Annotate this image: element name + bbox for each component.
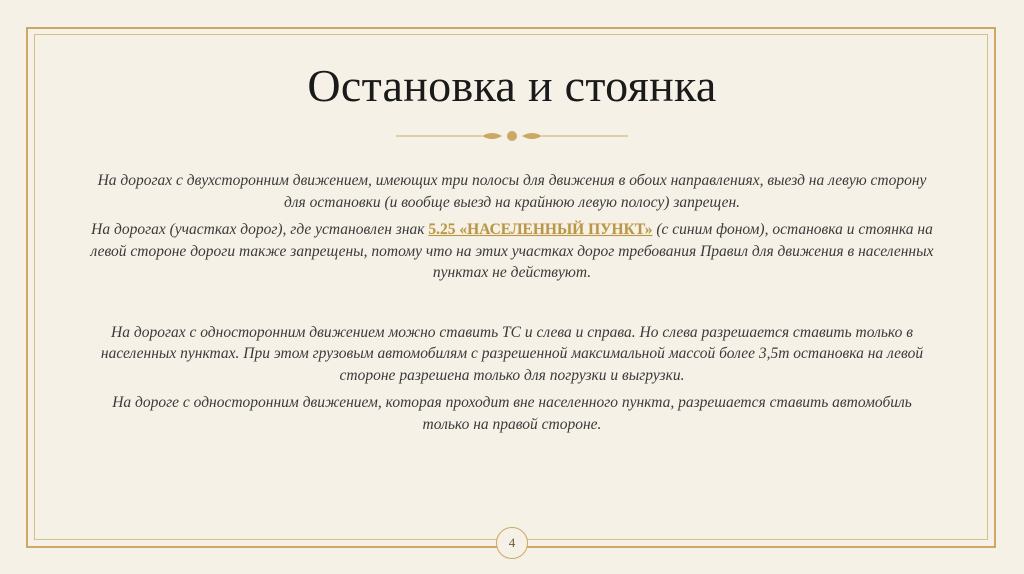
paragraph-two-way-roads: На дорогах с двухсторонним движением, имеющих три полосы для движения в обоих направлениях, выезд на левую сторону для остановки (и вообще выезд на крайнюю левую полосу) запрещен.: [97, 172, 927, 211]
paragraph-settlement-sign: [80, 219, 944, 284]
ornament-divider: [396, 126, 628, 146]
sign-5-25-link[interactable]: 5.25 «НАСЕЛЕННЫЙ ПУНКТ»: [428, 221, 653, 238]
page-number-badge: 4: [496, 527, 528, 559]
content-body: [80, 170, 944, 441]
paragraph-text: На дорогах (участках дорог), где установлен знак: [91, 221, 429, 238]
paragraph-outside-settlement: На дороге с односторонним движением, которая проходит вне населенного пункта, разрешается ставить автомобиль только на правой стороне.: [112, 394, 912, 433]
paragraph-one-way-roads: На дорогах с односторонним движением можно ставить ТС и слева и справа. Но слева разрешается ставить только в населенных пунктах. При этом грузовым автомобилям с разрешенной максимальной массой более 3,5т остановка на левой стороне разрешена только для погрузки и выгрузки.: [100, 323, 924, 384]
paragraph-text: (с синим фоном), остановка и стоянка на левой стороне дороги также запрещены, потому что на этих участках дорог требования Правил для движения в населенных пунктах не действуют.: [90, 221, 934, 281]
slide-title: Остановка и стоянка: [307, 60, 717, 111]
